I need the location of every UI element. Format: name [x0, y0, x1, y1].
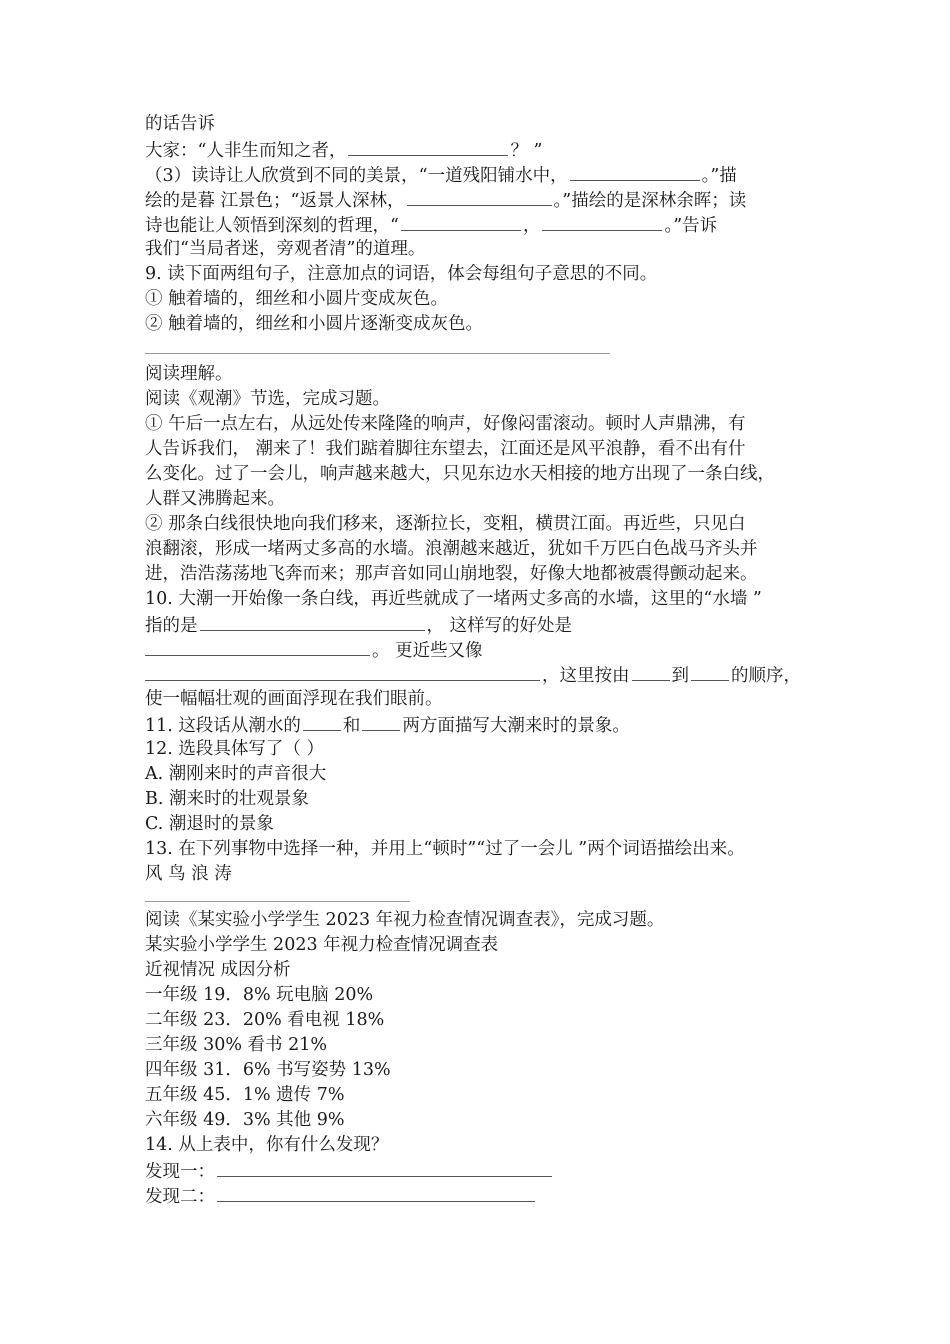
question-10-line: 指的是 ， 这样写的好处是: [145, 612, 815, 637]
text-line: （3）读诗让人欣赏到不同的美景，“一道残阳铺水中， 。”描: [145, 162, 815, 187]
option-c[interactable]: C. 潮退时的景象: [145, 814, 274, 834]
finding-one: 发现一：: [145, 1158, 815, 1183]
answer-blank[interactable]: [145, 637, 370, 656]
answer-blank[interactable]: [691, 662, 729, 681]
passage-line: 人群又沸腾起来。: [145, 489, 285, 509]
question-9: 9. 读下面两组句子，注意加点的词语，体会每组句子意思的不同。: [145, 264, 658, 284]
passage-line: ① 午后一点左右，从远处传来隆隆的响声，好像闷雷滚动。顿时人声鼎沸，有: [145, 414, 746, 434]
text-line: 我们“当局者迷，旁观者清”的道理。: [145, 239, 426, 259]
question-12: 12. 选段具体写了（ ）: [145, 739, 324, 759]
question-10-line: ，这里按由 到 的顺序，: [145, 662, 815, 687]
answer-blank[interactable]: [200, 612, 425, 631]
passage-line: 进，浩浩荡荡地飞奔而来；那声音如同山崩地裂，好像大地都被震得颤动起来。: [145, 564, 758, 584]
question-9-sentence-a: ① 触着墙的，细丝和小圆片变成灰色。: [145, 289, 449, 309]
passage-line: 人告诉我们， 潮来了！我们踮着脚往东望去，江面还是风平浪静，看不出有什: [145, 439, 746, 459]
passage-line: 么变化。过了一会儿，响声越来越大，只见东边水天相接的地方出现了一条白线，: [145, 464, 775, 484]
answer-blank[interactable]: [145, 662, 540, 681]
text-line: 的话告诉: [145, 114, 215, 134]
answer-blank[interactable]: [407, 187, 552, 206]
table-row: 四年级 31．6% 书写姿势 13%: [145, 1060, 391, 1080]
question-13: 13. 在下列事物中选择一种，并用上“顿时”“过了一会儿 ”两个词语描绘出来。: [145, 839, 745, 859]
answer-blank[interactable]: [362, 712, 400, 731]
passage-line: ② 那条白线很快地向我们移来，逐渐拉长，变粗，横贯江面。再近些，只见白: [145, 514, 746, 534]
question-11: 11. 这段话从潮水的 和 两方面描写大潮来时的景象。: [145, 712, 815, 737]
question-9-sentence-b: ② 触着墙的，细丝和小圆片逐渐变成灰色。: [145, 314, 484, 334]
answer-blank[interactable]: [542, 212, 662, 231]
answer-blank[interactable]: [348, 137, 508, 156]
answer-blank[interactable]: [632, 662, 670, 681]
answer-blank[interactable]: [401, 212, 521, 231]
question-10: 10. 大潮一开始像一条白线，再近些就成了一堵两丈多高的水墙，这里的“水墙 ”: [145, 589, 762, 609]
question-14: 14. 从上表中，你有什么发现？: [145, 1135, 389, 1155]
passage-line: 浪翻滚，形成一堵两丈多高的水墙。浪潮越来越近，犹如千万匹白色战马齐头并: [145, 539, 758, 559]
text-line: 大家：“人非生而知之者， ？ ”: [145, 137, 815, 162]
text-line: 绘的是暮 江景色；“返景人深林， 。”描绘的是深林余晖；读: [145, 187, 815, 212]
table-header: 近视情况 成因分析: [145, 960, 291, 980]
finding-two: 发现二：: [145, 1183, 815, 1208]
section-intro: 阅读《观潮》节选，完成习题。: [145, 389, 390, 409]
table-row: 三年级 30% 看书 21%: [145, 1035, 327, 1055]
answer-blank[interactable]: [570, 162, 700, 181]
answer-blank[interactable]: [217, 1183, 535, 1202]
answer-line[interactable]: [145, 901, 410, 902]
table-row: 六年级 49．3% 其他 9%: [145, 1110, 345, 1130]
question-13-words: 风 鸟 浪 涛: [145, 864, 232, 884]
document-page: [145, 112, 815, 1208]
answer-blank[interactable]: [217, 1158, 552, 1177]
section-intro: 阅读《某实验小学学生 2023 年视力检查情况调查表》，完成习题。: [145, 910, 665, 930]
table-row: 二年级 23．20% 看电视 18%: [145, 1010, 385, 1030]
answer-line[interactable]: [145, 353, 610, 354]
table-title: 某实验小学学生 2023 年视力检查情况调查表: [145, 935, 499, 955]
question-10-line: 。 更近些又像: [145, 637, 815, 662]
answer-blank[interactable]: [303, 712, 341, 731]
section-heading: 阅读理解。: [145, 364, 233, 384]
question-10-line: 使一幅幅壮观的画面浮现在我们眼前。: [145, 689, 443, 709]
table-row: 五年级 45．1% 遗传 7%: [145, 1085, 345, 1105]
text-line: 诗也能让人领悟到深刻的哲理，“ ， 。”告诉: [145, 212, 815, 237]
table-row: 一年级 19．8% 玩电脑 20%: [145, 985, 374, 1005]
option-b[interactable]: B. 潮来时的壮观景象: [145, 789, 309, 809]
option-a[interactable]: A. 潮刚来时的声音很大: [145, 764, 327, 784]
